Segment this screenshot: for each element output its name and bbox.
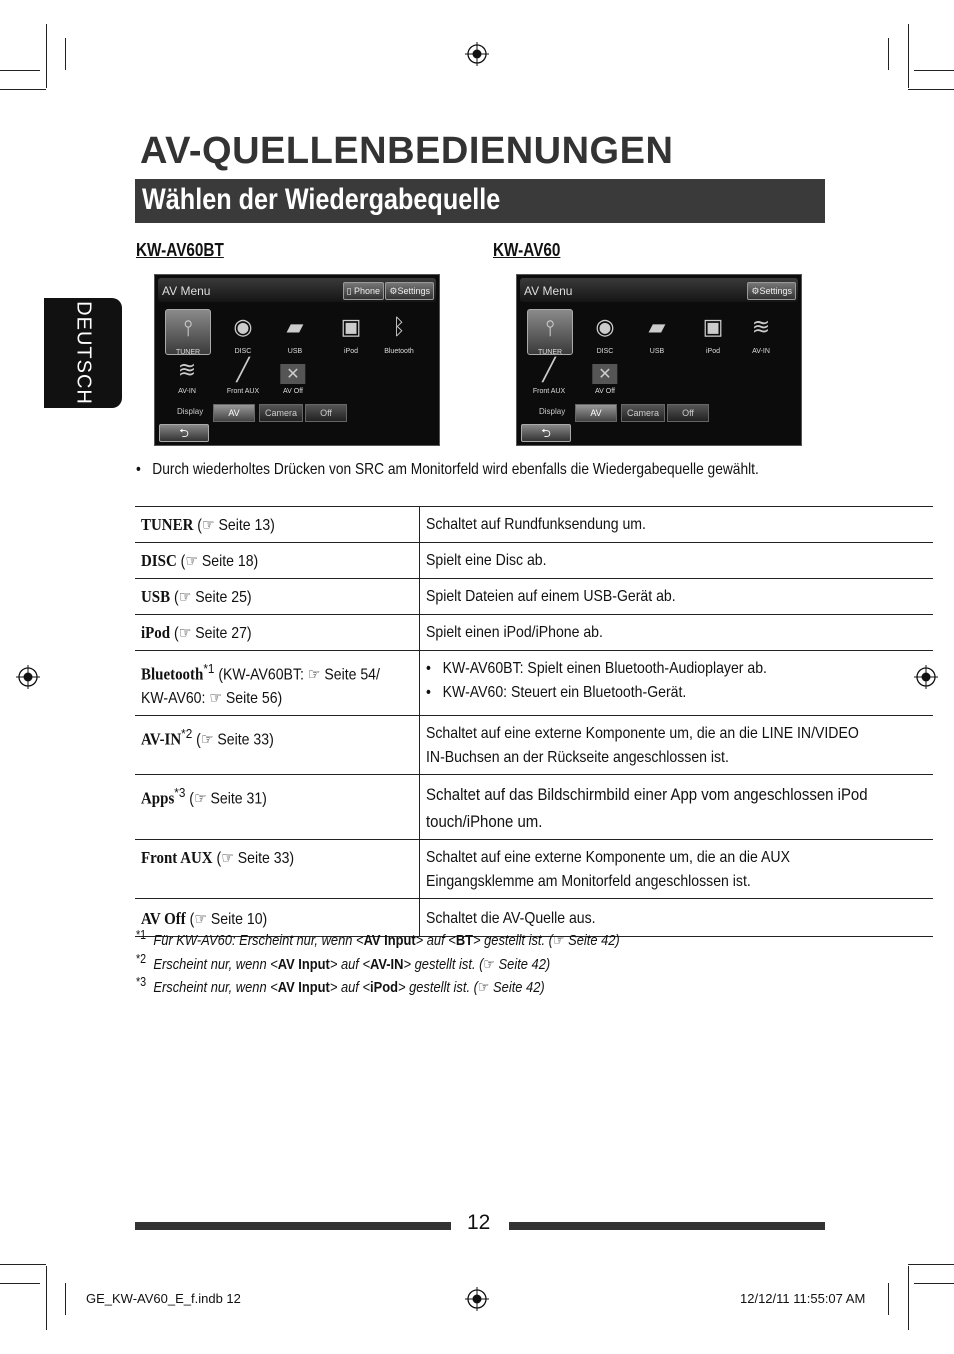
footer-bar-left: [135, 1222, 451, 1230]
table-row: iPod (☞ Seite 27) Spielt einen iPod/iPhone ab.: [135, 615, 933, 651]
slug-date: 12/12/11 11:55:07 AM: [740, 1291, 866, 1306]
gear-icon: ⚙: [751, 286, 760, 296]
crop-mark: [0, 1283, 40, 1284]
source-ipod[interactable]: ▣ iPod: [340, 313, 362, 355]
source-tuner[interactable]: ⫯ TUNER: [165, 309, 211, 355]
crop-mark: [908, 89, 954, 90]
bluetooth-icon: ᛒ: [392, 313, 406, 339]
table-row: AV-IN$^{*2}$ (☞ Seite 33) Schaltet auf eine externe Komponente um, die an die LINE IN/VIDEO IN-Buchsen an der Rückseite angeschlossen ist.: [135, 716, 933, 775]
display-camera-button[interactable]: Camera: [259, 404, 303, 422]
section-header: [135, 179, 825, 223]
table-row: TUNER (☞ Seite 13) Schaltet auf Rundfunksendung um.: [135, 507, 933, 543]
slug-file: GE_KW-AV60_E_f.indb 12: [86, 1291, 241, 1306]
screen-title: AV Menu: [524, 284, 573, 298]
display-camera-button[interactable]: Camera: [621, 404, 665, 422]
usb-icon: ▰: [648, 313, 666, 339]
screen-topbar: [158, 278, 436, 302]
source-av-off[interactable]: ✕ AV Off: [275, 361, 311, 393]
screen-av-menu-av60: [516, 274, 802, 446]
disc-icon: ◉: [595, 313, 615, 339]
source-disc[interactable]: ◉ DISC: [595, 313, 615, 355]
screen-av-menu-bt: [154, 274, 440, 446]
crop-mark: [888, 38, 889, 70]
aux-cable-icon: ╱: [542, 357, 556, 383]
aux-cable-icon: ╱: [236, 357, 250, 383]
footnote: $^{*3}$ Erscheint nur, wenn <AV Input> auf <iPod> gestellt ist. (☞ Seite 42): [136, 975, 545, 996]
ipod-icon: ▣: [340, 313, 362, 339]
page-title: AV-QUELLENBEDIENUNGEN: [140, 130, 674, 172]
note-text: Durch wiederholtes Drücken von SRC am Monitorfeld wird ebenfalls die Wiedergabequelle gewählt.: [152, 461, 759, 478]
tower-icon: ⫯: [545, 314, 555, 340]
table-row: Bluetooth$^{*1}$ (KW-AV60BT: ☞ Seite 54/ KW-AV60: ☞ Seite 56) • KW-AV60BT: Spielt einen Bluetooth-Audioplayer ab. • KW-AV60: Steuert ein Bluetooth-Gerät.: [135, 651, 933, 716]
usb-icon: ▰: [286, 313, 304, 339]
source-front-aux[interactable]: ╱ Front AUX: [226, 357, 260, 395]
display-label: Display: [177, 407, 204, 416]
display-off-button[interactable]: Off: [305, 404, 347, 422]
av-cable-icon: ≋: [177, 357, 197, 383]
page-number: 12: [467, 1211, 491, 1234]
crop-mark: [0, 89, 46, 90]
display-av-button[interactable]: AV: [213, 404, 255, 422]
display-av-button[interactable]: AV: [575, 404, 617, 422]
source-front-aux[interactable]: ╱ Front AUX: [532, 357, 566, 395]
av-cable-icon: ≋: [751, 313, 771, 339]
footer-bar-right: [509, 1222, 825, 1230]
language-tab-label: DEUTSCH: [72, 301, 95, 405]
disc-icon: ◉: [233, 313, 253, 339]
model-label-left: KW-AV60BT: [136, 240, 224, 260]
model-label-right: KW-AV60: [493, 240, 561, 260]
source-av-off[interactable]: ✕ AV Off: [587, 361, 623, 393]
back-button[interactable]: [159, 424, 209, 442]
crop-mark: [0, 70, 40, 71]
source-disc[interactable]: ◉ DISC: [233, 313, 253, 355]
source-tuner[interactable]: ⫯ TUNER: [527, 309, 573, 355]
crop-mark: [914, 1283, 954, 1284]
source-ipod[interactable]: ▣ iPod: [702, 313, 724, 355]
section-title: Wählen der Wiedergabequelle: [142, 183, 501, 216]
crop-mark: [46, 1266, 47, 1330]
crop-mark: [914, 70, 954, 71]
crop-mark: [908, 24, 909, 88]
phone-icon: ▯: [346, 286, 352, 296]
registration-mark-icon: [465, 42, 489, 66]
screen-title: AV Menu: [162, 284, 211, 298]
source-av-in[interactable]: ≋ AV-IN: [751, 313, 771, 355]
ipod-icon: ▣: [702, 313, 724, 339]
table-row: USB (☞ Seite 25) Spielt Dateien auf einem USB-Gerät ab.: [135, 579, 933, 615]
footnote: $^{*2}$ Erscheint nur, wenn <AV Input> auf <AV-IN> gestellt ist. (☞ Seite 42): [136, 952, 551, 973]
tower-icon: ⫯: [183, 314, 193, 340]
table-row: DISC (☞ Seite 18) Spielt eine Disc ab.: [135, 543, 933, 579]
close-icon: ✕: [592, 364, 617, 384]
screen-topbar: [520, 278, 798, 302]
table-row: Apps$^{*3}$ (☞ Seite 31) Schaltet auf das Bildschirmbild einer App vom angeschlossen iPod touch/iPhone um.: [135, 775, 933, 840]
table-row: AV Off (☞ Seite 10) Schaltet die AV-Quelle aus.: [135, 899, 933, 937]
gear-icon: ⚙: [389, 286, 398, 296]
crop-mark: [908, 1264, 954, 1265]
source-usb[interactable]: ▰ USB: [648, 313, 666, 355]
language-tab: [44, 298, 122, 408]
display-label: Display: [539, 407, 566, 416]
source-table: [135, 506, 933, 937]
footnote: $^{*1}$ Für KW-AV60: Erscheint nur, wenn <AV Input> auf <BT> gestellt ist. (☞ Seite 42): [136, 928, 620, 949]
crop-mark: [888, 1283, 889, 1315]
table-row: Front AUX (☞ Seite 33) Schaltet auf eine externe Komponente um, die an die AUX Eingangsklemme am Monitorfeld angeschlossen ist.: [135, 840, 933, 899]
source-usb[interactable]: ▰ USB: [286, 313, 304, 355]
display-off-button[interactable]: Off: [667, 404, 709, 422]
registration-mark-icon: [16, 665, 40, 689]
back-arrow-icon: ⮌: [541, 426, 551, 440]
close-icon: ✕: [280, 364, 305, 384]
crop-mark: [0, 1264, 46, 1265]
registration-mark-icon: [465, 1287, 489, 1311]
phone-button[interactable]: ▯ Phone: [343, 282, 385, 300]
crop-mark: [65, 1283, 66, 1315]
source-bluetooth[interactable]: ᛒ Bluetooth: [384, 313, 414, 355]
crop-mark: [908, 1266, 909, 1330]
note: • Durch wiederholtes Drücken von SRC am Monitorfeld wird ebenfalls die Wiedergabequelle gewählt.: [136, 461, 759, 478]
source-av-in[interactable]: ≋ AV-IN: [177, 357, 197, 395]
crop-mark: [46, 24, 47, 88]
settings-button[interactable]: ⚙Settings: [747, 282, 796, 300]
settings-button[interactable]: ⚙Settings: [385, 282, 434, 300]
back-arrow-icon: ⮌: [179, 426, 189, 440]
back-button[interactable]: [521, 424, 571, 442]
crop-mark: [65, 38, 66, 70]
